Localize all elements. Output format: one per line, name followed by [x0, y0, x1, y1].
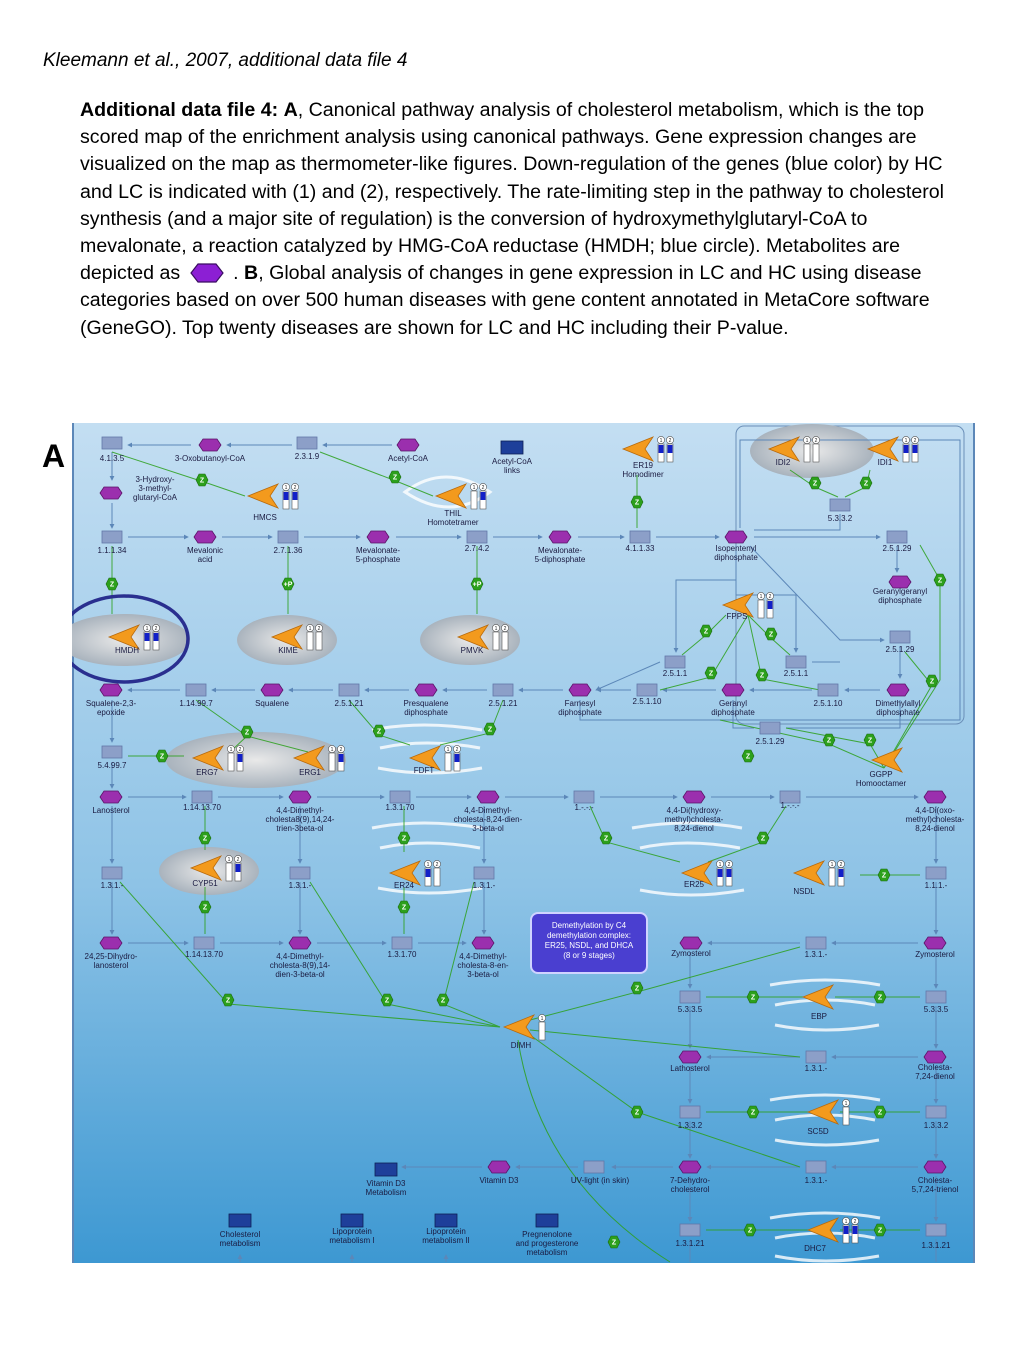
regulation-badge-label: Z: [401, 904, 407, 912]
metabolite-label: 4,4-Di(hydroxy-methyl)cholesta-8,24-dienol: [664, 806, 724, 833]
link-label: Vitamin D3 Metabolism: [365, 1179, 407, 1197]
metabolite-hexagon: [100, 791, 122, 803]
thermometer-tube: [471, 491, 477, 509]
protein-label: FDFT: [413, 766, 435, 775]
enzyme-label: 2.5.1.1: [662, 669, 688, 678]
enzyme-label: 2.5.1.21: [488, 699, 518, 708]
thermometer-index: 2: [455, 747, 459, 753]
thermometer-index: 2: [236, 857, 240, 863]
caption-text-a: , Canonical pathway analysis of cholesterol metabolism, which is the top scored map of the enrichment analysis using canonical pathways. Gene expression changes are visualized on the map as thermometer-like figures. Down-regulation of the genes (blue color) by HC and LC is indicated with (1) and (2), respectively. The rate-limiting step in the pathway to cholesterol synthesis (and a major site of regulation) is the conversion of hydroxymethylglutaryl-CoA to mevalonate, a reaction catalyzed by HMG-CoA reductase (HMDH; blue circle). Metabolites are depicted as: [80, 99, 944, 285]
enzyme-box: [680, 1106, 700, 1118]
thermometer-fill: [236, 864, 241, 872]
enzyme-box: [290, 867, 310, 879]
thermometer-fill: [659, 445, 664, 453]
protein-label: PMVK: [460, 646, 484, 655]
metabolite-hexagon: [924, 791, 946, 803]
regulation-badge-label: Z: [703, 628, 709, 636]
regulation-badge-label: Z: [745, 753, 751, 761]
enzyme-box: [186, 684, 206, 696]
thermometer-tube: [307, 632, 313, 650]
metabolite-hexagon: [100, 937, 122, 949]
thermometer-index: 2: [839, 862, 843, 868]
regulation-badge-label: Z: [487, 726, 493, 734]
enzyme-box: [890, 631, 910, 643]
enzyme-label: 4.1.3.5: [99, 454, 125, 463]
protein-label: FPPS: [726, 612, 748, 621]
regulation-badge-label: Z: [877, 1109, 883, 1117]
link-box-acetyl-coa-links: [501, 441, 523, 454]
regulation-badge-label: Z: [159, 753, 165, 761]
metabolite-hexagon: [397, 439, 419, 451]
regulation-badge-label: Z: [760, 835, 766, 843]
thermometer-tube: [758, 600, 764, 618]
protein-label: ER25: [683, 880, 705, 889]
metabolite-label: Squalene-2,3-epoxide: [85, 699, 137, 717]
metabolite-hexagon: [679, 1161, 701, 1173]
link-box-lipoprotein-metabolism-ii: [435, 1214, 457, 1227]
metabolite-label: 4,4-Dimethyl-cholesta-8-en-3-beta-ol: [457, 952, 509, 979]
pathway-map-canvas: [72, 423, 975, 1263]
enzyme-label: 2.5.1.10: [813, 699, 843, 708]
regulation-badge-label: Z: [634, 985, 640, 993]
thermometer-index: 2: [481, 485, 485, 491]
metabolite-hexagon: [683, 791, 705, 803]
link-label: Pregnenolone and progesterone metabolism: [515, 1230, 579, 1257]
thermometer-index: 2: [238, 747, 242, 753]
caption-text-b: , Global analysis of changes in gene expression in LC and HC using disease categories based on over 500 human diseases with gene content annotated in MetaCore software (GeneGO). Top twenty diseases are shown for LC and HC including their P-value.: [80, 262, 930, 339]
metabolite-hexagon: [722, 684, 744, 696]
thermometer-fill: [844, 1226, 849, 1234]
enzyme-box: [390, 791, 410, 803]
regulation-badge-label: Z: [708, 670, 714, 678]
thermometer-index: 2: [293, 485, 297, 491]
thermometer-fill: [913, 445, 918, 453]
thermometer-tube: [493, 632, 499, 650]
thermometer-index: 2: [317, 626, 321, 632]
caption-panel-b: B: [244, 262, 259, 285]
regulation-badge-label: Z: [747, 1227, 753, 1235]
regulation-badge-label: Z: [634, 1109, 640, 1117]
thermometer-fill: [455, 754, 460, 762]
thermometer-index: 2: [814, 438, 818, 444]
thermometer-tube: [316, 632, 322, 650]
thermometer-index: 1: [472, 485, 476, 491]
thermometer-tube: [228, 753, 234, 771]
metabolite-label: 4,4-Dimethyl-cholesta8(9),14,24-trien-3beta-ol: [265, 806, 335, 833]
protein-label: THIL Homotetramer: [427, 509, 479, 527]
enzyme-label: 2.3.1.9: [294, 452, 320, 461]
regulation-badge-label: Z: [202, 904, 208, 912]
metabolite-label: Isopentenyl diphosphate: [714, 544, 758, 562]
thermometer-tube: [804, 444, 810, 462]
thermometer-index: 2: [339, 747, 343, 753]
thermometer-fill: [481, 492, 486, 500]
enzyme-label: UV-light (in skin): [570, 1176, 630, 1185]
enzyme-box: [637, 684, 657, 696]
caption-text-a-end: .: [233, 262, 239, 285]
regulation-badge-label: Z: [826, 737, 832, 745]
thermometer-tube: [843, 1107, 849, 1125]
enzyme-box: [806, 1161, 826, 1173]
regulation-badge-label: Z: [244, 729, 250, 737]
metabolite-hexagon: [199, 439, 221, 451]
enzyme-label: 2.5.1.29: [882, 544, 912, 553]
metabolite-hexagon: [100, 487, 122, 499]
thermometer-index: 1: [759, 594, 763, 600]
metabolite-hexagon-icon: [190, 263, 224, 283]
metabolite-label: Cholesta-5,7,24-trienol: [911, 1176, 959, 1194]
metabolite-hexagon: [924, 1051, 946, 1063]
enzyme-box: [818, 684, 838, 696]
metabolite-label: Geranyl diphosphate: [711, 699, 755, 717]
thermometer-index: 1: [446, 747, 450, 753]
metabolite-label: 3-Oxobutanoyl-CoA: [174, 454, 246, 463]
enzyme-box: [806, 937, 826, 949]
protein-label: ER19 Homodimer: [622, 461, 664, 479]
protein-label: KIME: [278, 646, 298, 655]
protein-label: HMCS: [253, 513, 277, 522]
metabolite-label: 7-Dehydro-cholesterol: [669, 1176, 711, 1194]
thermometer-index: 1: [308, 626, 312, 632]
enzyme-label: 5.3.3.5: [677, 1005, 703, 1014]
thermometer-index: 2: [668, 438, 672, 444]
regulation-badge-label: Z: [392, 474, 398, 482]
thermometer-index: 1: [830, 862, 834, 868]
enzyme-box: [680, 991, 700, 1003]
enzyme-box: [665, 656, 685, 668]
thermometer-fill: [904, 445, 909, 453]
thermometer-fill: [853, 1226, 858, 1234]
enzyme-box: [680, 1224, 700, 1236]
thermometer-fill: [668, 445, 673, 453]
protein-label: DIMH: [510, 1041, 532, 1050]
thermometer-index: 1: [844, 1219, 848, 1225]
enzyme-box: [760, 722, 780, 734]
thermometer-index: 1: [805, 438, 809, 444]
enzyme-label: 2.5.1.1: [783, 669, 809, 678]
caption-panel-a: A: [283, 99, 298, 121]
enzyme-label: 1.14.13.70: [185, 950, 223, 959]
regulation-badge-label: Z: [867, 737, 873, 745]
enzyme-label: 1.3.1.-: [288, 881, 312, 890]
metabolite-label: Geranylgeranyl diphosphate: [872, 587, 928, 605]
enzyme-box: [392, 937, 412, 949]
protein-label: ER24: [393, 881, 415, 890]
enzyme-box: [493, 684, 513, 696]
regulation-badge-label: Z: [440, 997, 446, 1005]
protein-label: IDI1: [877, 458, 893, 467]
caption-lead: Additional data file 4:: [80, 99, 279, 121]
regulation-badge-label: Z: [603, 835, 609, 843]
protein-label: DHC7: [804, 1244, 826, 1253]
protein-label: IDI2: [775, 458, 791, 467]
thermometer-tube: [539, 1022, 545, 1040]
protein-label: SC5D: [807, 1127, 829, 1136]
thermometer-fill: [154, 633, 159, 641]
thermometer-index: 1: [284, 485, 288, 491]
protein-label: EBP: [810, 1012, 828, 1021]
enzyme-label: 1.3.3.2: [677, 1121, 703, 1130]
enzyme-box: [467, 531, 487, 543]
enzyme-label: 1.14.13.70: [183, 803, 221, 812]
protein-label: ERG1: [299, 768, 321, 777]
regulation-badge-label: Z: [768, 631, 774, 639]
enzyme-box: [102, 531, 122, 543]
regulation-badge-label: Z: [199, 477, 205, 485]
thermometer-fill: [238, 754, 243, 762]
metabolite-hexagon: [100, 684, 122, 696]
thermometer-tube: [434, 868, 440, 886]
enzyme-label: 1.3.1.-: [804, 950, 828, 959]
demethylation-complex-text: Demethylation by C4 demethylation complex: ER25, NSDL, and DHCA (8 or 9 stages): [544, 921, 634, 960]
metabolite-label: 24,25-Dihydro-lanosterol: [84, 952, 138, 970]
enzyme-label: 1.1.1.-: [924, 881, 948, 890]
thermometer-index: 1: [494, 626, 498, 632]
enzyme-box: [630, 531, 650, 543]
thermometer-tube: [226, 863, 232, 881]
demethylation-complex-box: [531, 913, 647, 973]
figure-caption: [80, 97, 950, 342]
metabolite-label: 4,4-Dimethyl-cholesta-8,24-dien-3-beta-ol: [453, 806, 523, 833]
link-label: Lipoprotein metabolism I: [329, 1227, 375, 1245]
enzyme-box: [926, 867, 946, 879]
protein-label: HMDH: [115, 646, 139, 655]
thermometer-tube: [329, 753, 335, 771]
enzyme-label: 2.7.4.2: [464, 544, 490, 553]
thermometer-fill: [284, 492, 289, 500]
enzyme-label: 4.1.1.33: [625, 544, 655, 553]
metabolite-label: Lathosterol: [670, 1064, 710, 1073]
enzyme-label: 1.3.1.-: [472, 881, 496, 890]
metabolite-label: 4,4-Dimethyl-cholesta-8(9),14-dien-3-beta-ol: [269, 952, 331, 979]
link-box-cholesterol-metabolism: [229, 1214, 251, 1227]
thermometer-fill: [145, 633, 150, 641]
thermometer-index: 1: [659, 438, 663, 444]
metabolite-hexagon: [488, 1161, 510, 1173]
enzyme-label: 1.3.1.-: [100, 881, 124, 890]
enzyme-label: 5.3.3.2: [827, 514, 853, 523]
enzyme-box: [830, 499, 850, 511]
thermometer-fill: [426, 869, 431, 877]
enzyme-label: 1.14.99.7: [179, 699, 213, 708]
thermometer-index: 1: [426, 862, 430, 868]
metabolite-label: Mevalonic acid: [186, 546, 224, 564]
regulation-badge-label: Z: [401, 835, 407, 843]
enzyme-box: [926, 1224, 946, 1236]
regulation-badge-label: Z: [202, 835, 208, 843]
regulation-badge-label: Z: [750, 1109, 756, 1117]
thermometer-index: 1: [844, 1101, 848, 1107]
enzyme-label: 1.3.1.21: [921, 1241, 951, 1250]
thermometer-index: 2: [154, 626, 158, 632]
enzyme-box: [926, 991, 946, 1003]
enzyme-label: 1.3.1.21: [675, 1239, 705, 1248]
enzyme-box: [102, 437, 122, 449]
regulation-badge-label: Z: [929, 678, 935, 686]
thermometer-index: 2: [503, 626, 507, 632]
protein-label: ERG7: [196, 768, 218, 777]
enzyme-box: [194, 937, 214, 949]
metabolite-label: Zymosterol: [671, 949, 711, 958]
metabolite-hexagon: [679, 1051, 701, 1063]
thermometer-index: 2: [853, 1219, 857, 1225]
enzyme-box: [278, 531, 298, 543]
metabolite-hexagon: [924, 1161, 946, 1173]
metabolite-label: Farnesyl diphosphate: [558, 699, 602, 717]
thermometer-index: 1: [145, 626, 149, 632]
enzyme-box: [339, 684, 359, 696]
link-box-pregnenolone-and-progesterone-metabolism: [536, 1214, 558, 1227]
metabolite-label: Mevalonate-5-diphosphate: [534, 546, 586, 564]
enzyme-label: 1.3.1.-: [804, 1176, 828, 1185]
metabolite-label: Zymosterol: [915, 950, 955, 959]
enzyme-label: 1.3.1.-: [804, 1064, 828, 1073]
regulation-badge-label: +P: [472, 581, 482, 589]
enzyme-box: [584, 1161, 604, 1173]
pathway-map: [72, 423, 975, 1263]
regulation-badge-label: Z: [812, 480, 818, 488]
enzyme-label: 1.3.1.70: [385, 803, 415, 812]
metabolite-hexagon: [289, 937, 311, 949]
link-label: Acetyl-CoA links: [491, 457, 533, 475]
thermometer-index: 2: [727, 862, 731, 868]
metabolite-hexagon: [924, 937, 946, 949]
thermometer-index: 1: [229, 747, 233, 753]
enzyme-label: 2.5.1.21: [334, 699, 364, 708]
thermometer-index: 1: [540, 1016, 544, 1022]
enzyme-label: 5.4.99.7: [97, 761, 127, 770]
enzyme-label: 2.5.1.29: [755, 737, 785, 746]
metabolite-label: Cholesta-7,24-dienol: [915, 1063, 955, 1081]
link-box-vitamin-d3-metabolism: [375, 1163, 397, 1176]
protein-label: GGPP Homooctamer: [855, 770, 907, 788]
link-label: Cholesterol metabolism: [219, 1230, 261, 1248]
metabolite-label: Presqualene diphosphate: [403, 699, 449, 717]
regulation-badge-label: Z: [877, 994, 883, 1002]
metabolite-hexagon: [289, 791, 311, 803]
metabolite-label: 3-Hydroxy-3-methyl-glutaryl-CoA: [132, 475, 178, 502]
regulation-badge-label: Z: [225, 997, 231, 1005]
metabolite-hexagon: [887, 684, 909, 696]
metabolite-hexagon: [415, 684, 437, 696]
regulation-badge-label: Z: [109, 581, 115, 589]
regulation-badge-label: Z: [376, 728, 382, 736]
enzyme-label: 1.3.1.70: [387, 950, 417, 959]
metabolite-label: Mevalonate-5-phosphate: [355, 546, 401, 564]
link-label: Lipoprotein metabolism II: [422, 1227, 470, 1245]
thermometer-fill: [727, 869, 732, 877]
enzyme-box: [806, 1051, 826, 1063]
metabolite-label: Vitamin D3: [479, 1176, 519, 1185]
enzyme-label: 1.1.1.34: [97, 546, 127, 555]
metabolite-hexagon: [477, 791, 499, 803]
thermometer-index: 1: [904, 438, 908, 444]
enzyme-box: [102, 746, 122, 758]
regulation-badge-label: Z: [881, 872, 887, 880]
enzyme-label: 5.3.3.5: [923, 1005, 949, 1014]
enzyme-box: [297, 437, 317, 449]
regulation-badge-label: +P: [283, 581, 293, 589]
thermometer-fill: [293, 492, 298, 500]
metabolite-hexagon: [261, 684, 283, 696]
metabolite-hexagon: [680, 937, 702, 949]
metabolite-label: Acetyl-CoA: [387, 454, 429, 463]
metabolite-label: 4,4-Di(oxo-methyl)cholesta-8,24-dienol: [905, 806, 965, 833]
enzyme-label: 1.3.3.2: [923, 1121, 949, 1130]
enzyme-box: [102, 867, 122, 879]
thermometer-index: 1: [718, 862, 722, 868]
metabolite-hexagon: [569, 684, 591, 696]
enzyme-label: 1.-.-.-: [574, 803, 594, 812]
metabolite-label: Lanosterol: [92, 806, 130, 815]
regulation-badge-label: Z: [877, 1227, 883, 1235]
enzyme-label: 2.5.1.29: [885, 645, 915, 654]
enzyme-box: [786, 656, 806, 668]
thermometer-tube: [829, 868, 835, 886]
thermometer-index: 2: [913, 438, 917, 444]
metabolite-label: Squalene: [255, 699, 289, 708]
thermometer-fill: [718, 869, 723, 877]
regulation-badge-label: Z: [937, 577, 943, 585]
metabolite-hexagon: [549, 531, 571, 543]
enzyme-box: [574, 791, 594, 803]
enzyme-box: [926, 1106, 946, 1118]
thermometer-index: 2: [768, 594, 772, 600]
metabolite-hexagon: [725, 531, 747, 543]
enzyme-label: 2.5.1.10: [632, 697, 662, 706]
protein-label: NSDL: [793, 887, 815, 896]
thermometer-tube: [445, 753, 451, 771]
thermometer-tube: [502, 632, 508, 650]
enzyme-box: [887, 531, 907, 543]
thermometer-fill: [768, 601, 773, 609]
thermometer-index: 1: [227, 857, 231, 863]
regulation-badge-label: Z: [863, 480, 869, 488]
metabolite-hexagon: [194, 531, 216, 543]
panel-label-a: A: [42, 438, 66, 474]
thermometer-tube: [813, 444, 819, 462]
regulation-badge-label: Z: [750, 994, 756, 1002]
enzyme-box: [192, 791, 212, 803]
regulation-badge-label: Z: [384, 997, 390, 1005]
thermometer-fill: [339, 754, 344, 762]
enzyme-box: [474, 867, 494, 879]
thermometer-fill: [839, 869, 844, 877]
regulation-badge-label: Z: [634, 499, 640, 507]
metabolite-hexagon: [472, 937, 494, 949]
enzyme-label: 2.7.1.36: [273, 546, 303, 555]
regulation-badge-label: Z: [611, 1239, 617, 1247]
link-box-lipoprotein-metabolism-i: [341, 1214, 363, 1227]
thermometer-index: 2: [435, 862, 439, 868]
metabolite-label: Dimethylallyl diphosphate: [875, 699, 921, 717]
enzyme-label: 1.-.-.-: [780, 801, 800, 810]
protein-label: CYP51: [192, 879, 218, 888]
thermometer-index: 1: [330, 747, 334, 753]
regulation-badge-label: Z: [759, 672, 765, 680]
metabolite-hexagon: [367, 531, 389, 543]
running-header: Kleemann et al., 2007, additional data file 4: [43, 50, 408, 71]
